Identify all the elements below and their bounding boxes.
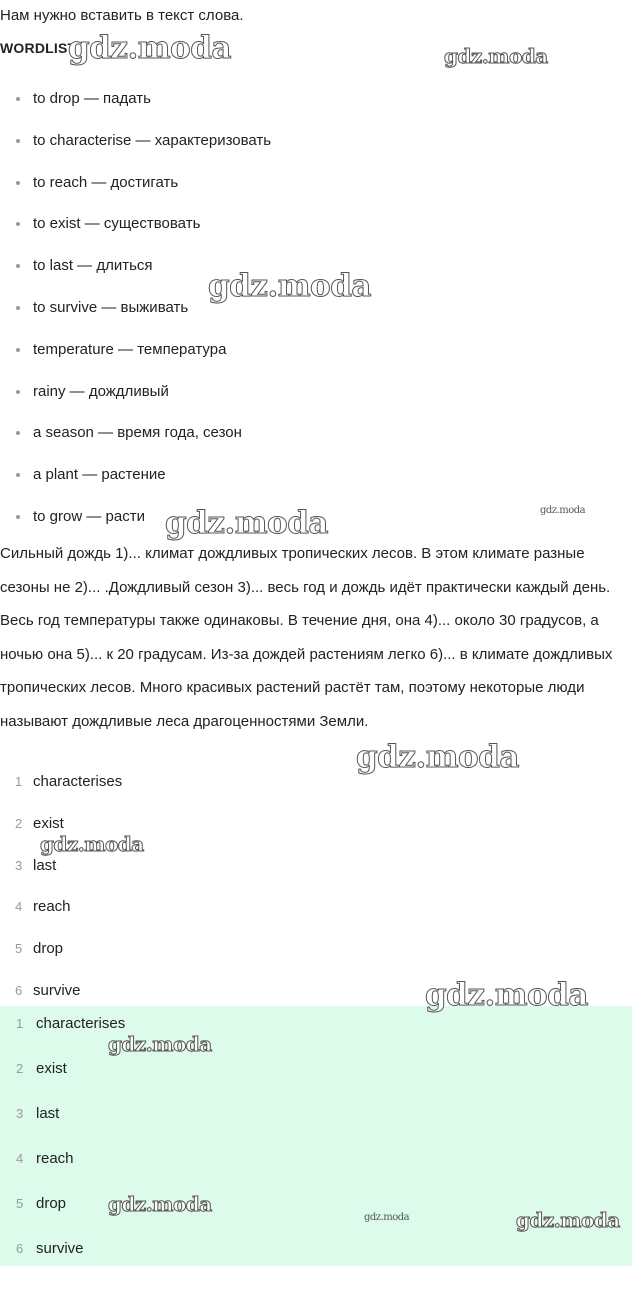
- option-word: exist: [33, 814, 64, 832]
- answer-number: 4: [16, 1151, 24, 1166]
- answer-number: 5: [16, 1196, 24, 1211]
- watermark: gdz.moda: [40, 832, 144, 856]
- option-word: survive: [33, 981, 81, 999]
- watermark: gdz.moda: [425, 977, 588, 1013]
- option-number: 6: [15, 982, 23, 998]
- wordlist-item: to last — длиться: [0, 251, 271, 293]
- option-word: reach: [33, 898, 71, 916]
- answer-word: drop: [36, 1195, 67, 1212]
- watermark: gdz.moda: [108, 1032, 212, 1056]
- wordlist-item: temperature — температура: [0, 335, 271, 377]
- option-number: 4: [15, 899, 23, 915]
- answer-word: characterises: [36, 1015, 126, 1032]
- wordlist-item: a plant — растение: [0, 460, 271, 502]
- watermark: gdz.moda: [444, 44, 548, 68]
- answer-word: reach: [36, 1150, 74, 1167]
- answer-number: 3: [16, 1106, 24, 1121]
- option-word: characterises: [33, 773, 123, 790]
- watermark: gdz.moda: [68, 30, 231, 66]
- watermark: gdz.moda: [165, 505, 328, 541]
- wordlist-item: to survive — выживать: [0, 293, 271, 335]
- wordlist-item: to drop — падать: [0, 84, 271, 126]
- option-word: last: [33, 856, 57, 874]
- wordlist-item: to grow — расти: [0, 502, 271, 544]
- watermark: gdz.moda: [364, 1212, 410, 1223]
- answer-number: 2: [16, 1061, 24, 1076]
- wordlist-item: rainy — дождливый: [0, 377, 271, 419]
- answer-word: exist: [36, 1060, 67, 1077]
- option-number: 2: [15, 815, 23, 831]
- wordlist-heading: WORDLIST: [0, 40, 77, 56]
- watermark: gdz.moda: [356, 739, 519, 775]
- answer-number: 6: [16, 1241, 24, 1256]
- option-number: 5: [15, 941, 23, 957]
- answer-word: survive: [36, 1240, 84, 1257]
- watermark: gdz.moda: [516, 1208, 620, 1232]
- wordlist: [0, 84, 271, 544]
- watermark: gdz.moda: [108, 1192, 212, 1216]
- option-number: 1: [15, 774, 23, 789]
- answer-word: last: [36, 1105, 60, 1122]
- wordlist-item: a season — время года, сезон: [0, 418, 271, 460]
- answer-number: 1: [16, 1016, 24, 1031]
- wordlist-item: to exist — существовать: [0, 209, 271, 251]
- option-number: 3: [15, 857, 23, 873]
- wordlist-item: to reach — достигать: [0, 168, 271, 210]
- passage-text: Сильный дождь 1)... климат дождливых тропических лесов. В этом климате разные сезоны не 2)... .Дождливый сезон 3)... весь год и дождь идёт практически каждый день. Весь год температуры также одинаковы. В течение дня, она 4)... около 30 градусов, а ночью она 5)... к 20 градусам. Из-за дождей растениям легко 6)... в климате дождливых тропических лесов. Много красивых растений растёт там, поэтому некоторые люди называют дождливые леса драгоценностями Земли.: [0, 545, 613, 730]
- option-word: drop: [33, 940, 64, 958]
- watermark: gdz.moda: [540, 505, 586, 516]
- intro-text: Нам нужно вставить в текст слова.: [0, 7, 244, 24]
- wordlist-item: to characterise — характеризовать: [0, 126, 271, 168]
- watermark: gdz.moda: [208, 268, 371, 304]
